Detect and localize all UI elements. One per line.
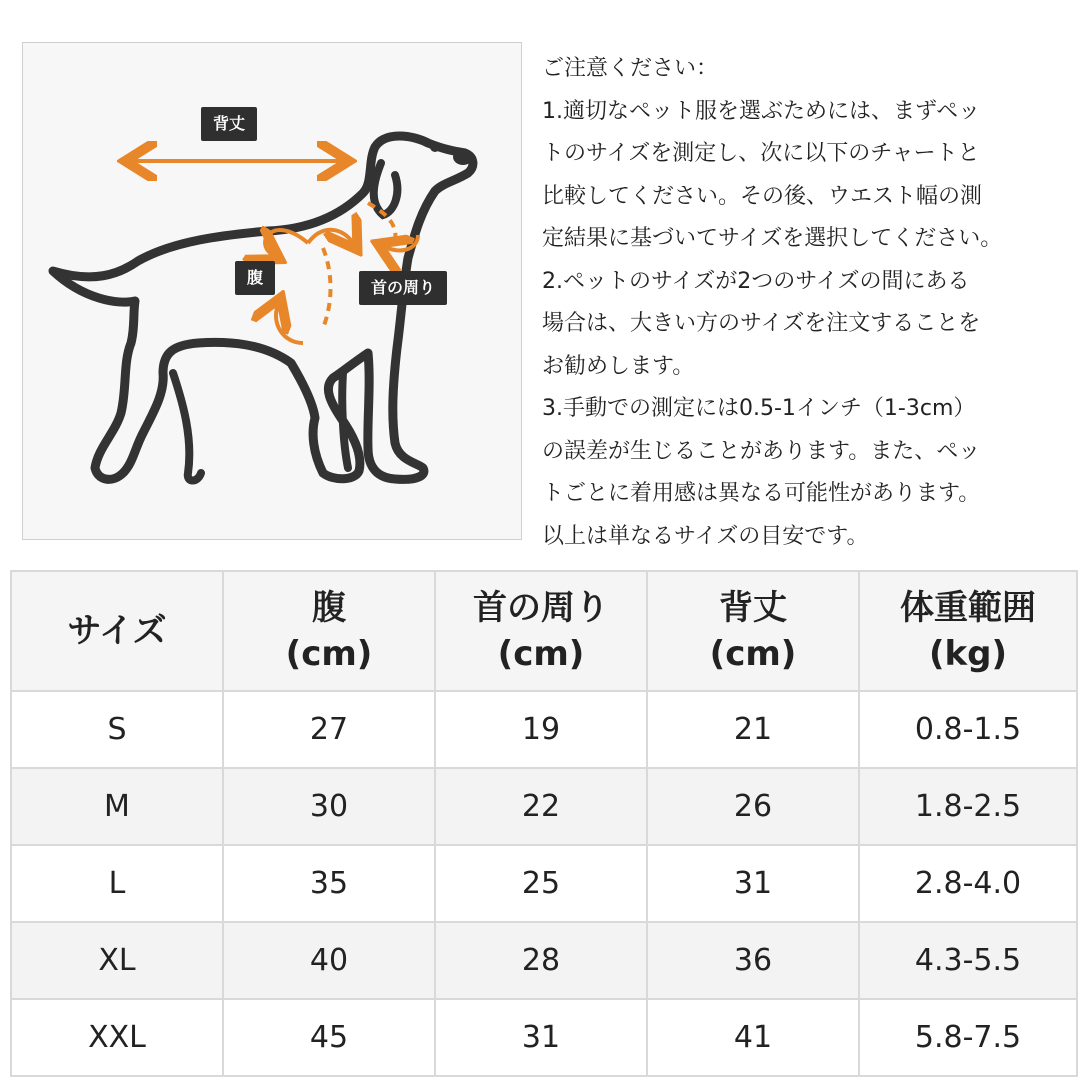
header-neck-label: 首の周り	[473, 588, 609, 628]
header-weight-unit: (kg)	[928, 634, 1008, 674]
cell-belly: 40	[223, 922, 435, 999]
notes-line: の誤差が生じることがあります。また、ペッ	[542, 438, 981, 464]
notes-line: 3.手動での測定には0.5-1インチ（1-3cm）	[542, 396, 976, 421]
cell-size: S	[11, 691, 223, 768]
header-belly-unit: (cm)	[285, 634, 373, 674]
table-row	[11, 845, 1077, 922]
cell-neck: 28	[435, 922, 647, 999]
cell-back: 31	[647, 845, 859, 922]
dog-measurement-diagram	[22, 42, 522, 540]
cell-back: 41	[647, 999, 859, 1076]
cell-neck: 22	[435, 768, 647, 845]
notes-line: 場合は、大きい方のサイズを注文することを	[542, 311, 981, 336]
cell-back: 21	[647, 691, 859, 768]
cell-size: L	[11, 845, 223, 922]
notes-line: 以上は単なるサイズの目安です。	[542, 523, 869, 549]
cell-neck: 19	[435, 691, 647, 768]
header-back-label: 背丈	[719, 588, 787, 628]
cell-size: M	[11, 768, 223, 845]
cell-neck: 25	[435, 845, 647, 922]
table-header-row	[11, 571, 1077, 691]
cell-size: XXL	[11, 999, 223, 1076]
cell-weight: 1.8-2.5	[859, 768, 1077, 845]
notes-line: 比較してください。その後、ウエスト幅の測	[542, 183, 983, 209]
header-weight-label: 体重範囲	[900, 588, 1036, 628]
header-size-label: サイズ	[67, 611, 167, 651]
size-chart-table	[10, 570, 1078, 1077]
cell-weight: 4.3-5.5	[859, 922, 1077, 999]
notes-line: 定結果に基づいてサイズを選択してください。	[542, 226, 1003, 251]
size-notes	[542, 48, 1078, 558]
notes-line: トごとに着用感は異なる可能性があります。	[542, 481, 981, 506]
cell-belly: 30	[223, 768, 435, 845]
cell-size: XL	[11, 922, 223, 999]
header-back-unit: (cm)	[709, 634, 797, 674]
notes-line: 1.適切なペット服を選ぶためには、まずペッ	[542, 98, 981, 124]
cell-neck: 31	[435, 999, 647, 1076]
notes-line: 2.ペットのサイズが2つのサイズの間にある	[542, 268, 970, 294]
neck-label: 首の周り	[359, 271, 447, 305]
header-weight	[859, 571, 1077, 691]
header-size	[11, 571, 223, 691]
notes-line: トのサイズを測定し、次に以下のチャートと	[542, 141, 980, 166]
cell-belly: 45	[223, 999, 435, 1076]
cell-back: 26	[647, 768, 859, 845]
cell-weight: 2.8-4.0	[859, 845, 1077, 922]
table-row	[11, 922, 1077, 999]
cell-belly: 27	[223, 691, 435, 768]
cell-back: 36	[647, 922, 859, 999]
cell-weight: 5.8-7.5	[859, 999, 1077, 1076]
table-row	[11, 768, 1077, 845]
belly-label: 腹	[235, 261, 275, 295]
notes-line: お勧めします。	[542, 353, 695, 379]
header-neck	[435, 571, 647, 691]
header-back-length	[647, 571, 859, 691]
cell-weight: 0.8-1.5	[859, 691, 1077, 768]
table-row	[11, 691, 1077, 768]
back-length-label: 背丈	[201, 107, 257, 141]
header-neck-unit: (cm)	[497, 634, 585, 674]
header-belly	[223, 571, 435, 691]
cell-belly: 35	[223, 845, 435, 922]
header-belly-label: 腹	[312, 588, 346, 628]
notes-line: ご注意ください：	[542, 56, 719, 81]
table-row	[11, 999, 1077, 1076]
